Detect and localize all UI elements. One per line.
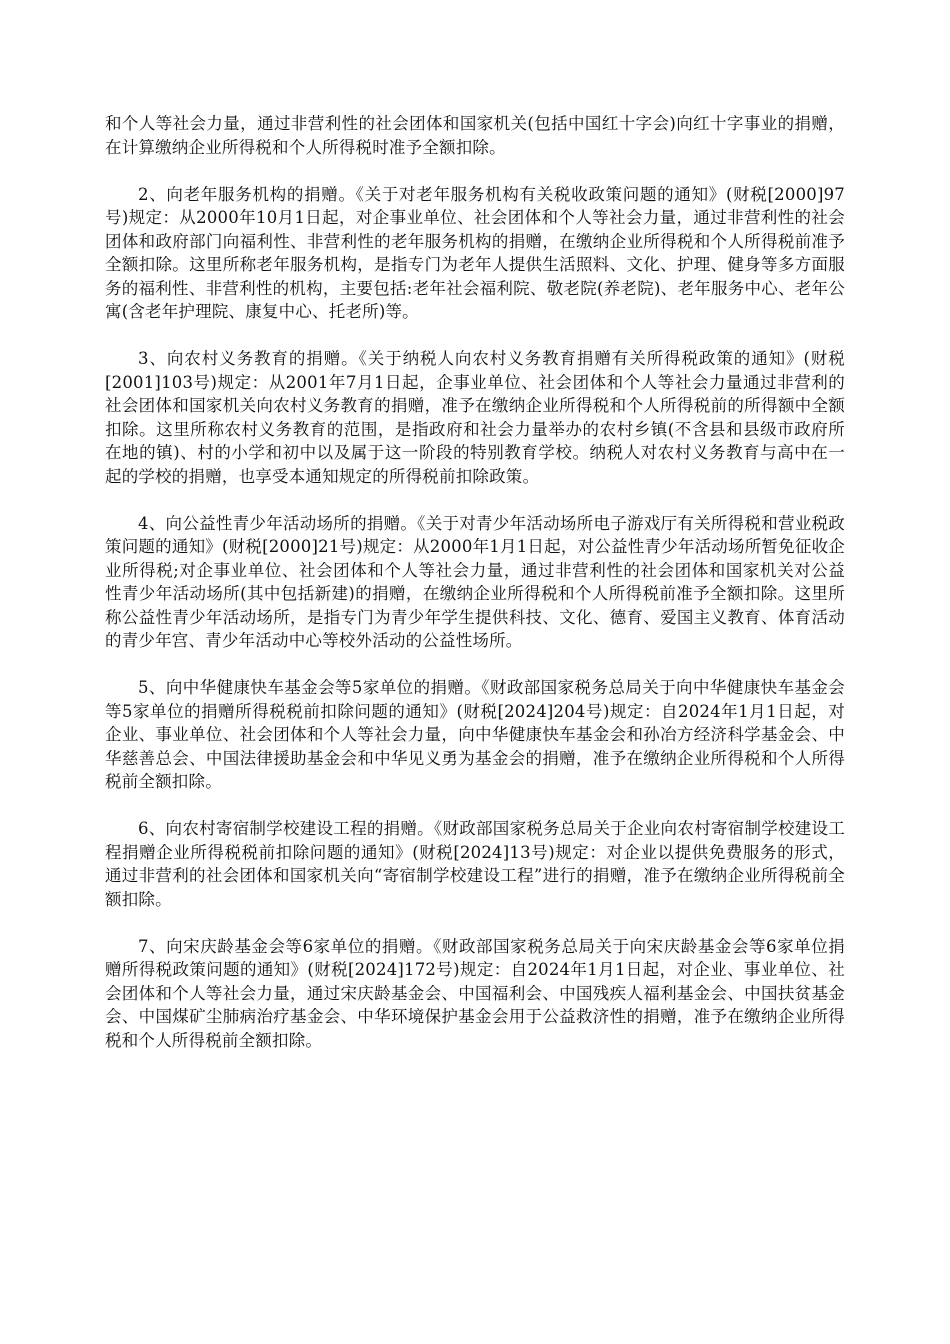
document-body: [105, 112, 845, 1076]
paragraph-elderly-services: 2、向老年服务机构的捐赠。《关于对老年服务机构有关税收政策问题的通知》(财税[2000]97号)规定：从2000年10月1日起，对企事业单位、社会团体和个人等社会力量，通过非营利性的社会团体和政府部门向福利性、非营利性的老年服务机构的捐赠，在缴纳企业所得税和个人所得税前准予全额扣除。这里所称老年服务机构，是指专门为老年人提供生活照料、文化、护理、健身等多方面服务的福利性、非营利性的机构，主要包括:老年社会福利院、敬老院(养老院)、老年服务中心、老年公寓(含老年护理院、康复中心、托老所)等。: [105, 184, 845, 321]
paragraph-youth-venues: 4、向公益性青少年活动场所的捐赠。《关于对青少年活动场所电子游戏厅有关所得税和营业税政策问题的通知》(财税[2000]21号)规定：从2000年1月1日起，对公益性青少年活动场所暂免征收企业所得税;对企事业单位、社会团体和个人等社会力量，通过非营利性的社会团体和国家机关对公益性青少年活动场所(其中包括新建)的捐赠，在缴纳企业所得税和个人所得税前准予全额扣除。这里所称公益性青少年活动场所，是指专门为青少年学生提供科技、文化、德育、爱国主义教育、体育活动的青少年宫、青少年活动中心等校外活动的公益性场所。: [105, 513, 845, 650]
paragraph-health-express-foundation: 5、向中华健康快车基金会等5家单位的捐赠。《财政部国家税务总局关于向中华健康快车基金会等5家单位的捐赠所得税税前扣除问题的通知》(财税[2024]204号)规定：自2024年1月1日起，对企业、事业单位、社会团体和个人等社会力量，向中华健康快车基金会和孙冶方经济科学基金会、中华慈善总会、中国法律援助基金会和中华见义勇为基金会的捐赠，准予在缴纳企业所得税和个人所得税前全额扣除。: [105, 678, 845, 791]
paragraph-continuation: 和个人等社会力量，通过非营利性的社会团体和国家机关(包括中国红十字会)向红十字事业的捐赠，在计算缴纳企业所得税和个人所得税时准予全额扣除。: [105, 114, 845, 157]
paragraph-rural-education: 3、向农村义务教育的捐赠。《关于纳税人向农村义务教育捐赠有关所得税政策的通知》(财税[2001]103号)规定：从2001年7月1日起，企事业单位、社会团体和个人等社会力量通过非营利的社会团体和国家机关向农村义务教育的捐赠，准予在缴纳企业所得税和个人所得税前的所得额中全额扣除。这里所称农村义务教育的范围，是指政府和社会力量举办的农村乡镇(不含县和县级市政府所在地的镇)、村的小学和初中以及属于这一阶段的特别教育学校。纳税人对农村义务教育与高中在一起的学校的捐赠，也享受本通知规定的所得税前扣除政策。: [105, 349, 845, 486]
paragraph-boarding-schools: 6、向农村寄宿制学校建设工程的捐赠。《财政部国家税务总局关于企业向农村寄宿制学校建设工程捐赠企业所得税税前扣除问题的通知》(财税[2024]13号)规定：对企业以提供免费服务的形式，通过非营利的社会团体和国家机关向“寄宿制学校建设工程”进行的捐赠，准予在缴纳企业所得税前全额扣除。: [105, 819, 845, 909]
paragraph-soong-ching-ling-foundation: 7、向宋庆龄基金会等6家单位的捐赠。《财政部国家税务总局关于向宋庆龄基金会等6家单位捐赠所得税政策问题的通知》(财税[2024]172号)规定：自2024年1月1日起，对企业、事业单位、社会团体和个人等社会力量，通过宋庆龄基金会、中国福利会、中国残疾人福利基金会、中国扶贫基金会、中国煤矿尘肺病治疗基金会、中华环境保护基金会用于公益救济性的捐赠，准予在缴纳企业所得税和个人所得税前全额扣除。: [105, 936, 845, 1050]
